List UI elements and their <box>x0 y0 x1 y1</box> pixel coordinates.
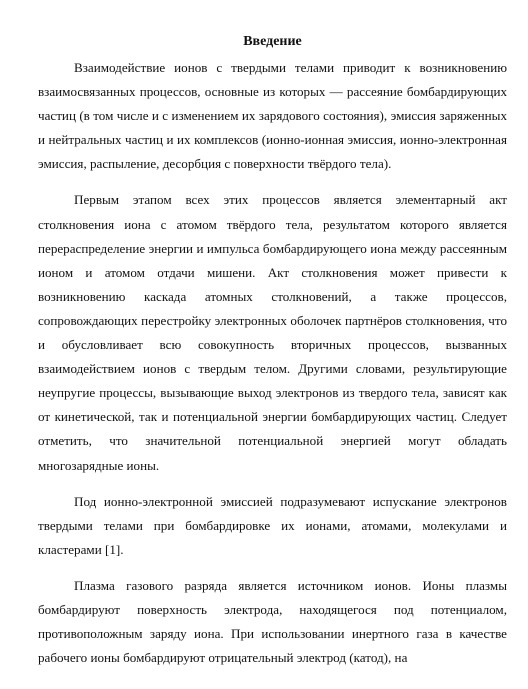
paragraph-3: Под ионно-электронной эмиссией подразумевают испускание электронов твердыми телами при бомбардировке их ионами, атомами, молекулами и кластерами [1]. <box>38 493 507 557</box>
section-title: Введение <box>243 34 302 49</box>
paragraph-4: Плазма газового разряда является источником ионов. Ионы плазмы бомбардируют поверхность электрода, находящегося под потенциалом, противоположным заряду иона. При использовании инертного газа в качестве рабочего ионы бомбардируют отрицательный электрод (катод), на <box>38 577 507 666</box>
paragraph-1: Взаимодействие ионов с твердыми телами приводит к возникновению взаимосвязанных процессов, основные из которых — рассеяние бомбардирующих частиц (в том числе и с изменением их зарядового состояния), эмиссия заряженных и нейтральных частиц и их комплексов (ионно-ионная эмиссия, ионно-электронная эмиссия, распыление, десорбция с поверхности твёрдого тела). <box>38 60 507 172</box>
document-page <box>38 30 507 682</box>
paragraph-2: Первым этапом всех этих процессов является элементарный акт столкновения иона с атомом твёрдого тела, результатом которого является перераспределение энергии и импульса бомбардирующего иона между рассеянным ионом и атомом отдачи мишени. Акт столкновения может привести к возникновению каскада атомных столкновений, а также процессов, сопровождающих перестройку электронных оболочек партнёров столкновения, что и обусловливает всю совокупность вторичных процессов, вызванных взаимодействием ионов с твердым телом. Другими словами, результирующие неупругие процессы, вызывающие выход электронов из твердого тела, зависят как от кинетической, так и потенциальной энергии бомбардирующих частиц. Следует отметить, что значительной потенциальной энергией могут обладать многозарядные ионы. <box>38 192 507 473</box>
